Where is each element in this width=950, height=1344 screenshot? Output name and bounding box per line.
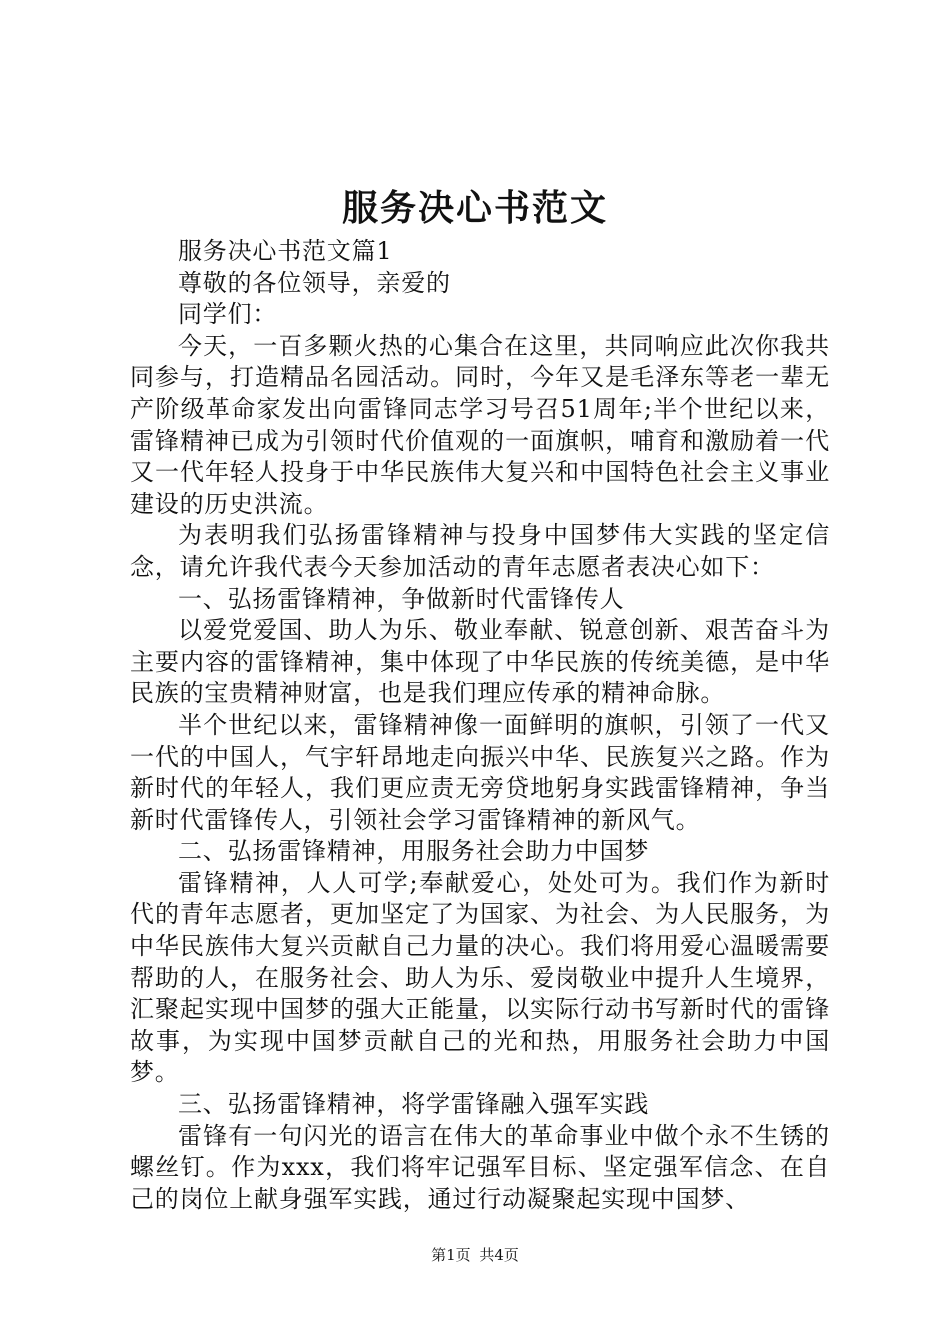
salutation-paragraph: 同学们： [178,300,278,329]
document-body [130,236,830,1215]
page-total: 共4页 [479,1246,519,1264]
body-paragraph: 以爱党爱国、助人为乐、敬业奉献、锐意创新、艰苦奋斗为主要内容的雷锋精神，集中体现了中华民族的传统美德，是中华民族的宝贵精神财富，也是我们理应传承的精神命脉。 [130,616,830,708]
body-paragraph: 为表明我们弘扬雷锋精神与投身中国梦伟大实践的坚定信念，请允许我代表今天参加活动的青年志愿者表决心如下： [130,521,830,581]
document-title: 服务决心书范文 [341,187,608,229]
page-footer [0,1245,950,1265]
salutation-paragraph: 尊敬的各位领导，亲爱的 [178,268,451,297]
section-heading: 三、弘扬雷锋精神，将学雷锋融入强军实践 [178,1090,650,1119]
body-paragraph: 雷锋有一句闪光的语言在伟大的革命事业中做个永不生锈的螺丝钉。作为xxx，我们将牢记强军目标、坚定强军信念、在自己的岗位上献身强军实践，通过行动凝聚起实现中国梦、 [130,1121,830,1213]
body-paragraph: 雷锋精神，人人可学;奉献爱心，处处可为。我们作为新时代的青年志愿者，更加坚定了为国家、为社会、为人民服务，为中华民族伟大复兴贡献自己力量的决心。我们将用爱心温暖需要帮助的人，在服务社会、助人为乐、爱岗敬业中提升人生境界，汇聚起实现中国梦的强大正能量，以实际行动书写新时代的雷锋故事，为实现中国梦贡献自己的光和热，用服务社会助力中国梦。 [130,868,830,1087]
page-number: 第1页 [431,1246,471,1264]
subtitle-paragraph: 服务决心书范文篇1 [178,237,393,265]
section-heading: 二、弘扬雷锋精神，用服务社会助力中国梦 [178,837,650,866]
body-paragraph: 半个世纪以来，雷锋精神像一面鲜明的旗帜，引领了一代又一代的中国人，气宇轩昂地走向振兴中华、民族复兴之路。作为新时代的年轻人，我们更应责无旁贷地躬身实践雷锋精神，争当新时代雷锋传人，引领社会学习雷锋精神的新风气。 [130,710,830,834]
section-heading: 一、弘扬雷锋精神，争做新时代雷锋传人 [178,584,625,613]
body-paragraph: 今天，一百多颗火热的心集合在这里，共同响应此次你我共同参与，打造精品名园活动。同时，今年又是毛泽东等老一辈无产阶级革命家发出向雷锋同志学习号召51周年;半个世纪以来，雷锋精神已成为引领时代价值观的一面旗帜，哺育和激励着一代又一代年轻人投身于中华民族伟大复兴和中国特色社会主义事业建设的历史洪流。 [130,331,830,518]
